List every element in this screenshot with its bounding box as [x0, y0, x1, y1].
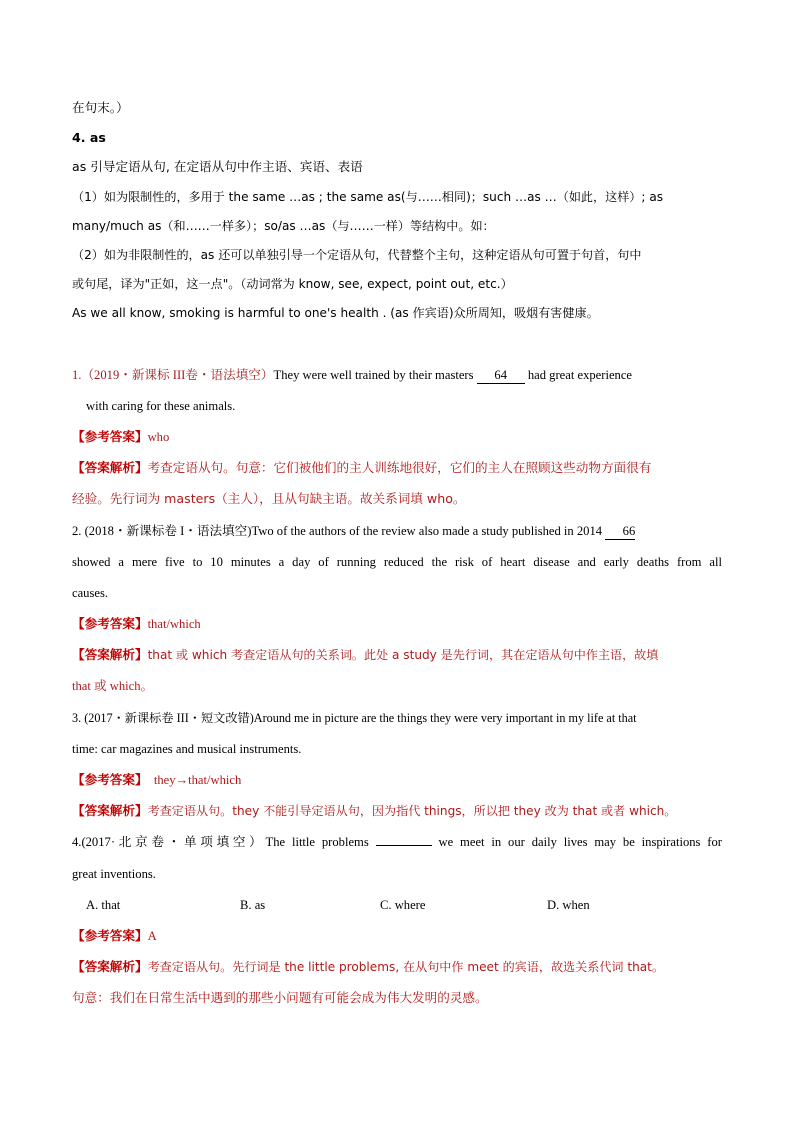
q1-answer-value: who	[147, 430, 170, 444]
intro-line-4: （2）如为非限制性的，as 还可以单独引导一个定语从句，代替整个主句，这种定语从句可置于句首，句中	[72, 248, 642, 262]
q1-close: ）	[260, 368, 274, 382]
q1-analysis-label: 【答案解析】	[72, 460, 148, 475]
q4-answer	[72, 927, 157, 945]
q1-text: They were well trained by their masters	[273, 368, 474, 382]
q3-answer-value: they→that/which	[147, 773, 242, 787]
q4-source: 4.(2017·北京卷・单项填空）	[72, 835, 266, 849]
q1-analysis-2: 经验。先行词为 masters（主人），且从句缺主语。故关系词填 who。	[72, 491, 466, 506]
q1-analysis-text-1: 考查定语从句。句意：它们被他们的主人训练地很好，它们的主人在照顾这些动物方面很有	[147, 460, 652, 475]
q4-analysis-label: 【答案解析】	[72, 959, 148, 974]
q1-source: 2019・新课标 III卷・语法填空	[94, 368, 261, 382]
q3-answer	[72, 771, 241, 789]
q4-option-a: A. that	[86, 898, 121, 912]
q2-line-3: causes.	[72, 586, 109, 600]
q1-prefix: 1.（	[72, 368, 95, 382]
q3-line-1: 3. (2017・新课标卷 III・短文改错)Around me in picture are the things they were very important in my life at that	[72, 711, 637, 725]
q2-line-2: showed a mere five to 10 minutes a day of running reduced the risk of heart disease and early deaths from all	[72, 555, 722, 569]
q4-line-2: great inventions.	[72, 867, 156, 881]
q4-option-d: D. when	[547, 898, 590, 912]
q2-answer-label: 【参考答案】	[72, 616, 148, 631]
q1-line-2: with caring for these animals.	[86, 399, 236, 413]
q2-blank: 66	[605, 524, 635, 540]
q3-analysis	[72, 802, 676, 820]
q4-option-c: C. where	[380, 898, 426, 912]
intro-line-6: As we all know, smoking is harmful to one's health . (as 作宾语)众所周知，吸烟有害健康。	[72, 306, 599, 320]
q3-analysis-text: 考查定语从句。they 不能引导定语从句，因为指代 things，所以把 they 改为 that 或者 which。	[147, 804, 677, 818]
q4-analysis-text-1: 考查定语从句。先行词是 the little problems, 在从句中作 meet 的宾语，故选关系代词 that。	[147, 960, 665, 974]
q2-answer-value: that/which	[147, 617, 201, 631]
q1-blank: 64	[477, 368, 525, 384]
q3-analysis-label: 【答案解析】	[72, 803, 148, 818]
q4-rest: we meet in our daily lives may be inspirations for	[438, 835, 722, 849]
question-1	[72, 366, 632, 384]
q2-analysis-label: 【答案解析】	[72, 647, 148, 662]
q4-option-b: B. as	[240, 898, 266, 912]
q4-analysis-2: 句意：我们在日常生活中遇到的那些小问题有可能会成为伟大发明的灵感。	[72, 990, 488, 1005]
intro-line-2: （1）如为限制性的，多用于 the same …as ; the same as(与……相同)；such …as …（如此，这样）; as	[72, 190, 664, 204]
q2-line-1: 2. (2018・新课标卷 I・语法填空)Two of the authors of the review also made a study published in 2014	[72, 524, 603, 538]
q2-analysis-1	[72, 646, 658, 664]
q1-rest: had great experience	[527, 368, 633, 382]
intro-line-5: 或句尾，译为"正如，这一点"。（动词常为 know, see, expect, point out, etc.）	[72, 277, 513, 291]
q2-answer	[72, 615, 201, 633]
section-heading: 4. as	[72, 130, 106, 145]
q2-analysis-text-1: that 或 which 考查定语从句的关系词。此处 a study 是先行词，其在定语从句中作主语，故填	[147, 648, 659, 662]
q4-answer-label: 【参考答案】	[72, 928, 148, 943]
q1-analysis-1	[72, 459, 651, 477]
continuation-text: 在句末。）	[72, 100, 129, 115]
q4-text: The little problems	[265, 835, 369, 849]
question-4	[72, 833, 722, 851]
q4-answer-value: A	[147, 929, 157, 943]
q2-analysis-2: that 或 which。	[72, 679, 154, 693]
q3-line-2: time: car magazines and musical instruments.	[72, 742, 302, 756]
q1-answer-label: 【参考答案】	[72, 429, 148, 444]
question-2	[72, 522, 635, 540]
q4-blank	[376, 845, 432, 846]
intro-line-3: many/much as（和……一样多）；so/as …as（与……一样）等结构中。如：	[72, 219, 495, 233]
q1-answer	[72, 428, 169, 446]
intro-line-1: as 引导定语从句, 在定语从句中作主语、宾语、表语	[72, 159, 363, 174]
q3-answer-label: 【参考答案】	[72, 772, 148, 787]
q4-analysis-1	[72, 958, 664, 976]
